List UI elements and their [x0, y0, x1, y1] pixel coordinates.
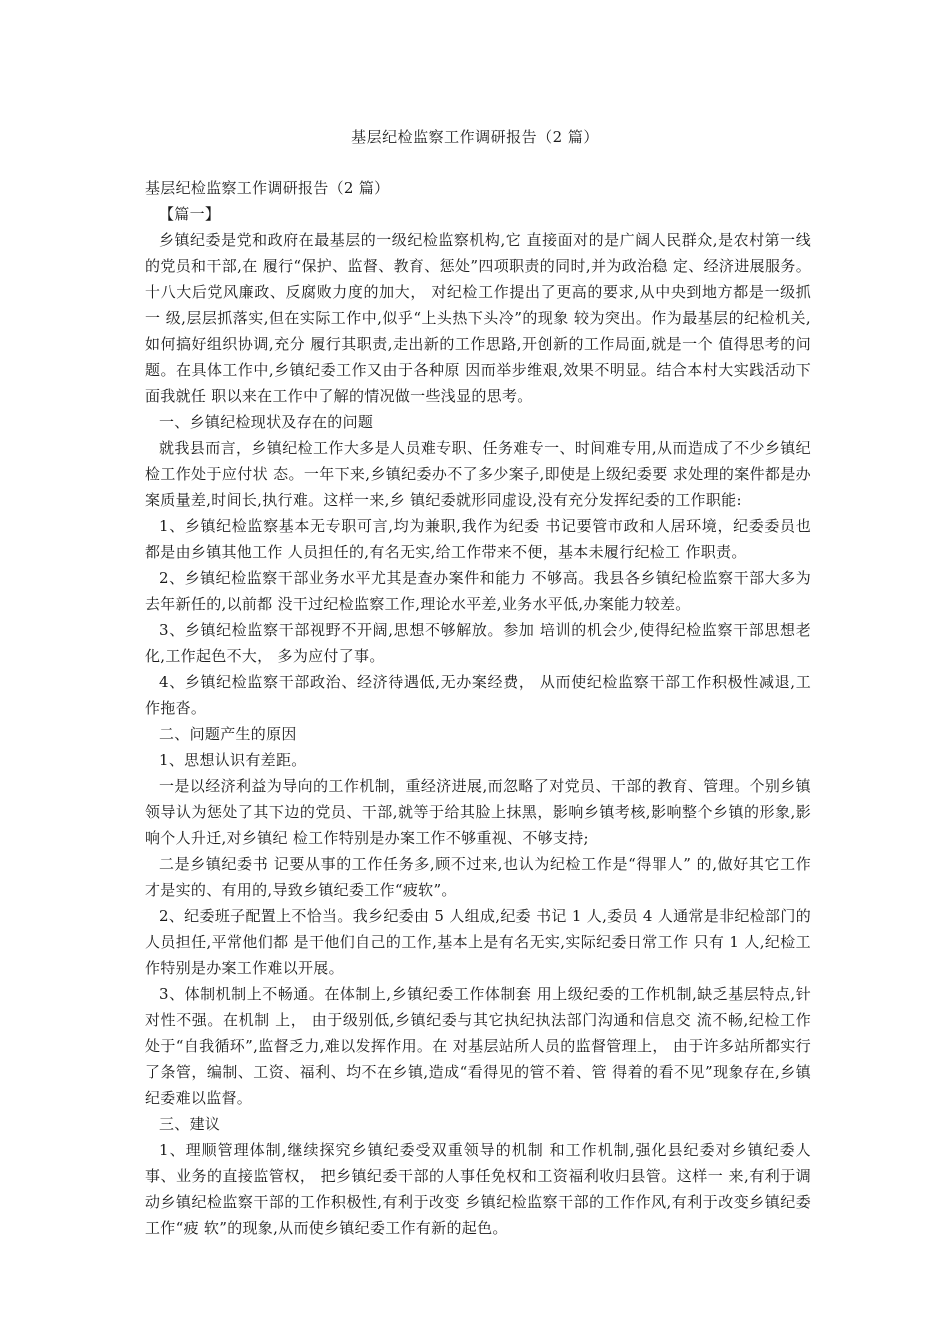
document-subtitle: 基层纪检监察工作调研报告（2 篇）	[145, 179, 390, 197]
list-item: 4、乡镇纪检监察干部政治、经济待遇低,无办案经费， 从而使纪检监察干部工作积极性减退,工作拖沓。	[145, 673, 811, 717]
paragraph: 二是乡镇纪委书 记要从事的工作任务多,顾不过来,也认为纪检工作是“得罪人” 的,做好其它工作才是实的、有用的,导致乡镇纪委工作“疲软”。	[145, 855, 811, 899]
document-title: 基层纪检监察工作调研报告（2 篇）	[351, 128, 599, 146]
list-item: 1、理顺管理体制,继续探究乡镇纪委受双重领导的机制 和工作机制,强化县纪委对乡镇纪委人事、业务的直接监管权， 把乡镇纪委干部的人事任免权和工资福利收归县管。这样一 来,有利于调动乡镇纪检监察干部的工作积极性,有利于改变 乡镇纪检监察干部的工作作风,有利于改变乡镇纪委工作“疲 软”的现象,从而使乡镇纪委工作有新的起色。	[145, 1141, 811, 1237]
section-heading: 二、问题产生的原因	[159, 725, 297, 743]
list-item: 1、思想认识有差距。	[159, 751, 307, 769]
document-body	[145, 175, 811, 1241]
paragraph: 就我县而言，乡镇纪检工作大多是人员难专职、任务难专一、时间难专用,从而造成了不少乡镇纪检工作处于应付状 态。一年下来,乡镇纪委办不了多少案子,即使是上级纪委要 求处理的案件都是办案质量差,时间长,执行难。这样一来,乡 镇纪委就形同虚设,没有充分发挥纪委的工作职能:	[145, 439, 811, 509]
list-item: 3、乡镇纪检监察干部视野不开阔,思想不够解放。参加 培训的机会少,使得纪检监察干部思想老化,工作起色不大， 多为应付了事。	[145, 621, 811, 665]
list-item: 2、乡镇纪检监察干部业务水平尤其是查办案件和能力 不够高。我县各乡镇纪检监察干部大多为去年新任的,以前都 没干过纪检监察工作,理论水平差,业务水平低,办案能力较差。	[145, 569, 811, 613]
section-marker: 【篇一】	[159, 205, 221, 223]
paragraph: 一是以经济利益为导向的工作机制，重经济进展,而忽略了对党员、干部的教育、管理。个别乡镇 领导认为惩处了其下边的党员、干部,就等于给其脸上抹黑，影响乡镇考核,影响整个乡镇的形象,影响个人升迁,对乡镇纪 检工作特别是办案工作不够重视、不够支持;	[145, 777, 811, 847]
list-item: 2、纪委班子配置上不恰当。我乡纪委由 5 人组成,纪委 书记 1 人,委员 4 人通常是非纪检部门的人员担任,平常他们都 是干他们自己的工作,基本上是有名无实,实际纪委日常工作 只有 1 人,纪检工作特别是办案工作难以开展。	[145, 907, 811, 977]
list-item: 3、体制机制上不畅通。在体制上,乡镇纪委工作体制套 用上级纪委的工作机制,缺乏基层特点,针对性不强。在机制 上， 由于级别低,乡镇纪委与其它执纪执法部门沟通和信息交 流不畅,纪检工作处于“自我循环”,监督乏力,难以发挥作用。在 对基层站所人员的监督管理上， 由于许多站所都实行了条管，编制、工资、福利、均不在乡镇,造成“看得见的管不着、管 得着的看不见”现象存在,乡镇纪委难以监督。	[145, 985, 811, 1107]
paragraph: 乡镇纪委是党和政府在最基层的一级纪检监察机构,它 直接面对的是广阔人民群众,是农村第一线的党员和干部,在 履行“保护、监督、教育、惩处”四项职责的同时,并为政治稳 定、经济进展服务。十八大后党风廉政、反腐败力度的加大， 对纪检工作提出了更高的要求,从中央到地方都是一级抓一 级,层层抓落实,但在实际工作中,似乎“上头热下头冷”的现象 较为突出。作为最基层的纪检机关,如何搞好组织协调,充分 履行其职责,走出新的工作思路,开创新的工作局面,就是一个 值得思考的问题。在具体工作中,乡镇纪委工作又由于各种原 因而举步维艰,效果不明显。结合本村大实践活动下面我就任 职以来在工作中了解的情况做一些浅显的思考。	[145, 231, 811, 405]
section-heading: 三、建议	[159, 1115, 221, 1133]
list-item: 1、乡镇纪检监察基本无专职可言,均为兼职,我作为纪委 书记要管市政和人居环境，纪委委员也都是由乡镇其他工作 人员担任的,有名无实,给工作带来不便，基本未履行纪检工 作职责。	[145, 517, 811, 561]
section-heading: 一、乡镇纪检现状及存在的问题	[159, 413, 374, 431]
